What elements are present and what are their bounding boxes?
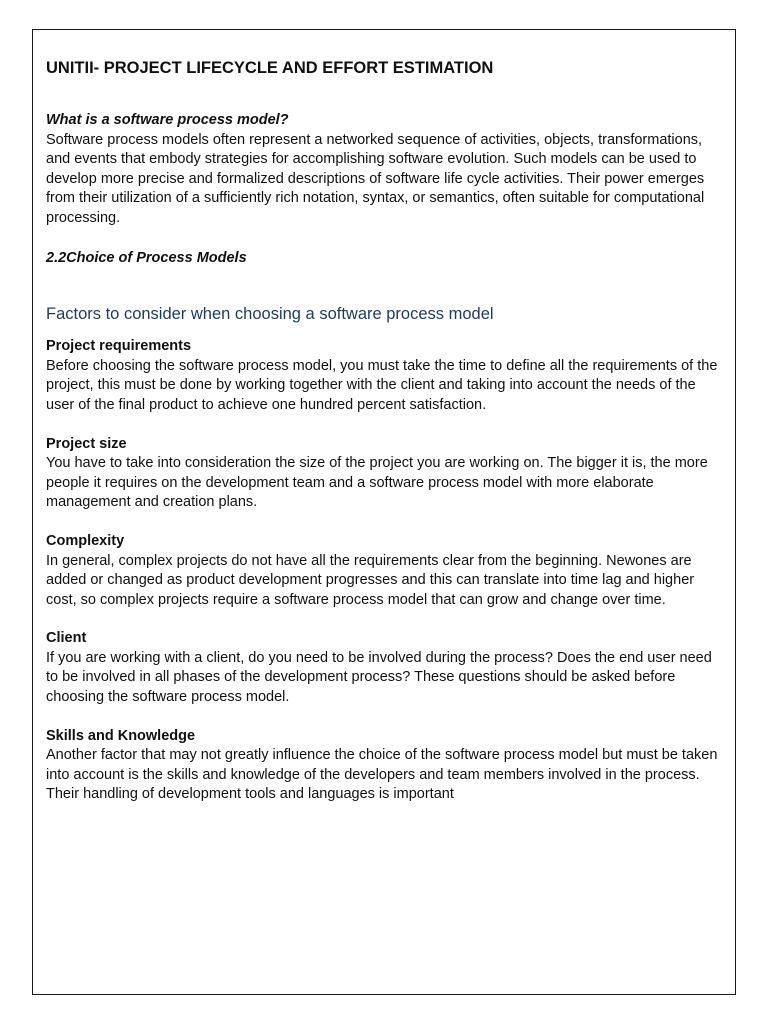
factor-section: [46, 629, 726, 707]
factor-section: [46, 337, 726, 415]
document-body: [46, 56, 726, 805]
factor-section: [46, 532, 726, 610]
factor-text: In general, complex projects do not have all the requirements clear from the beginning. Newones are added or changed as product development progresses and this can translate into time lag and higher cost, so complex projects require a software process model that can grow and change over time.: [46, 552, 695, 608]
question-heading: What is a software process model?: [46, 112, 289, 128]
factor-section: [46, 435, 726, 513]
subsection-heading: 2.2Choice of Process Models: [46, 249, 247, 266]
factor-title: Client: [46, 630, 87, 647]
factor-title: Project requirements: [46, 338, 192, 355]
factor-section: [46, 727, 726, 805]
factor-text: Before choosing the software process model, you must take the time to define all the requirements of the project, this must be done by working together with the client and taking into account the needs of the user of the final product to achieve one hundred percent satisfaction.: [46, 357, 718, 413]
intro-paragraph: Software process models often represent a networked sequence of activities, objects, transformations, and events that embody strategies for accomplishing software evolution. Such models can be used to develop more precise and formalized descriptions of software life cycle activities. Their power emerges from their utilization of a sufficiently rich notation, syntax, or semantics, often suitable for computational processing.: [46, 131, 705, 226]
factor-text: You have to take into consideration the size of the project you are working on. The bigger it is, the more people it requires on the development team and a software process model with more elaborate management and creation plans.: [46, 455, 708, 511]
factor-title: Complexity: [46, 532, 125, 549]
factor-text: Another factor that may not greatly influence the choice of the software process model but must be taken into account is the skills and knowledge of the developers and team members involved in the process. Their handling of development tools and languages is important: [46, 747, 718, 803]
factors-heading: Factors to consider when choosing a software process model: [46, 305, 494, 324]
document-title: UNITII- PROJECT LIFECYCLE AND EFFORT ESTIMATION: [46, 59, 494, 77]
factor-title: Skills and Knowledge: [46, 727, 196, 744]
factor-title: Project size: [46, 435, 127, 452]
factor-text: If you are working with a client, do you need to be involved during the process? Does the end user need to be involved in all phases of the development process? These questions should be asked before choosing the software process model.: [46, 649, 712, 706]
